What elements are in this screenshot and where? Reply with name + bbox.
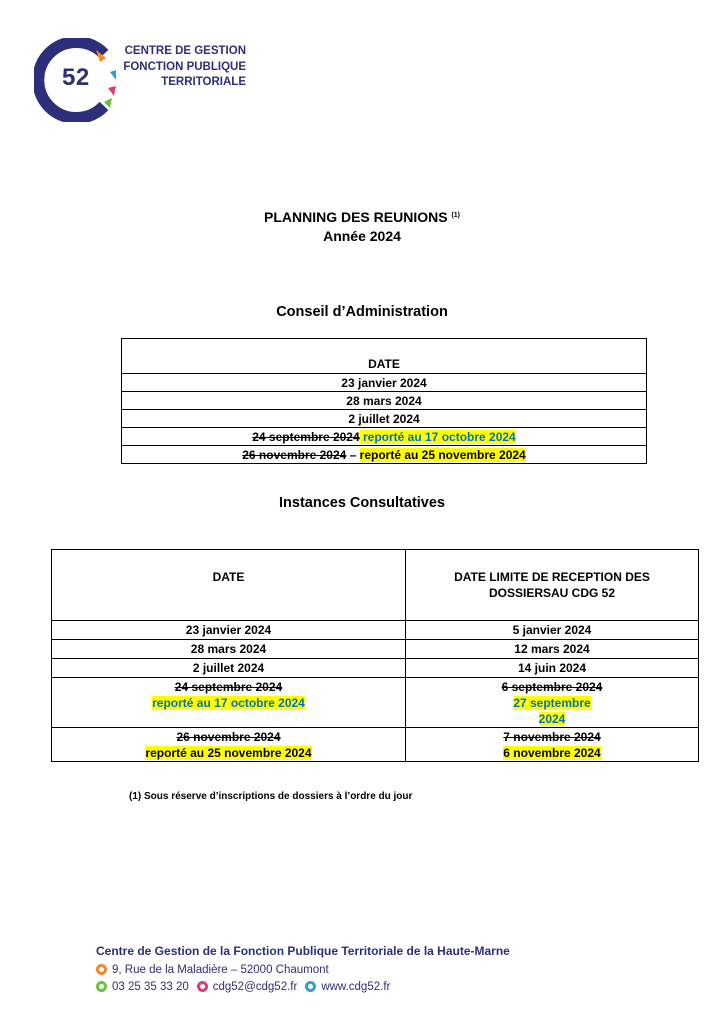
cdg52-logo: [34, 38, 254, 122]
table-row: 28 mars 2024: [122, 392, 647, 410]
cancelled-date: 24 septembre 2024: [174, 680, 283, 694]
logo-number: 52: [62, 64, 90, 91]
conseil-heading: Conseil d’Administration: [276, 304, 448, 320]
footer-phone: 03 25 35 33 20: [112, 980, 189, 993]
postponed-date: reporté au 25 novembre 2024: [145, 746, 312, 760]
conseil-table: [121, 338, 647, 464]
cancelled-date: 24 septembre 2024: [252, 429, 360, 444]
cancelled-date: 26 novembre 2024: [242, 447, 347, 462]
cancelled-limit: 6 septembre 2024: [501, 680, 603, 694]
postponed-date: reporté au 25 novembre 2024: [359, 447, 526, 462]
footer: [96, 944, 656, 995]
instances-column-date: DATE: [52, 550, 406, 621]
postponed-limit: 27 septembre: [513, 696, 591, 710]
instances-table: [51, 549, 699, 762]
footer-email[interactable]: cdg52@cdg52.fr: [212, 980, 298, 993]
email-icon: [197, 981, 208, 992]
footnote: (1) Sous réserve d’inscriptions de dossiers à l’ordre du jour: [129, 791, 413, 802]
postponed-date: reporté au 17 octobre 2024: [359, 429, 516, 444]
title-main: PLANNING DES REUNIONS: [263, 209, 448, 225]
title-year: Année 2024: [323, 228, 401, 244]
table-row: 2 juillet 2024: [122, 410, 647, 428]
table-row: 26 novembre 2024 – reporté au 25 novembre 2024: [122, 446, 647, 464]
footer-address: 9, Rue de la Maladière – 52000 Chaumont: [112, 963, 329, 976]
phone-icon: [96, 981, 107, 992]
footer-web[interactable]: www.cdg52.fr: [321, 980, 391, 993]
footer-org: Centre de Gestion de la Fonction Publique Territoriale de la Haute-Marne: [96, 944, 510, 958]
title-note-ref: (1): [451, 212, 461, 219]
instances-column-limit: DATE LIMITE DE RECEPTION DES DOSSIERSAU CDG 52: [406, 550, 699, 621]
table-row: [122, 428, 647, 446]
table-row: 24 septembre 2024 reporté au 17 octobre 2024 6 septembre 2024 27 septembre 2024: [52, 678, 699, 728]
table-row: 28 mars 2024 12 mars 2024: [52, 640, 699, 659]
web-icon: [305, 981, 316, 992]
logo-wordmark: CENTRE DE GESTION FONCTION PUBLIQUE TERRITORIALE: [123, 45, 246, 88]
table-row: 23 janvier 2024 5 janvier 2024: [52, 621, 699, 640]
location-icon: [96, 964, 107, 975]
cancelled-date: 26 novembre 2024: [176, 730, 281, 744]
postponed-date: reporté au 17 octobre 2024: [152, 696, 305, 710]
page-title: [0, 206, 724, 246]
table-row: 2 juillet 2024 14 juin 2024: [52, 659, 699, 678]
instances-heading: Instances Consultatives: [279, 495, 445, 511]
conseil-column-date: DATE: [122, 339, 647, 374]
postponed-limit: 6 novembre 2024: [503, 746, 601, 760]
table-row: 23 janvier 2024: [122, 374, 647, 392]
cancelled-limit: 7 novembre 2024: [503, 730, 601, 744]
table-row: [52, 728, 699, 762]
